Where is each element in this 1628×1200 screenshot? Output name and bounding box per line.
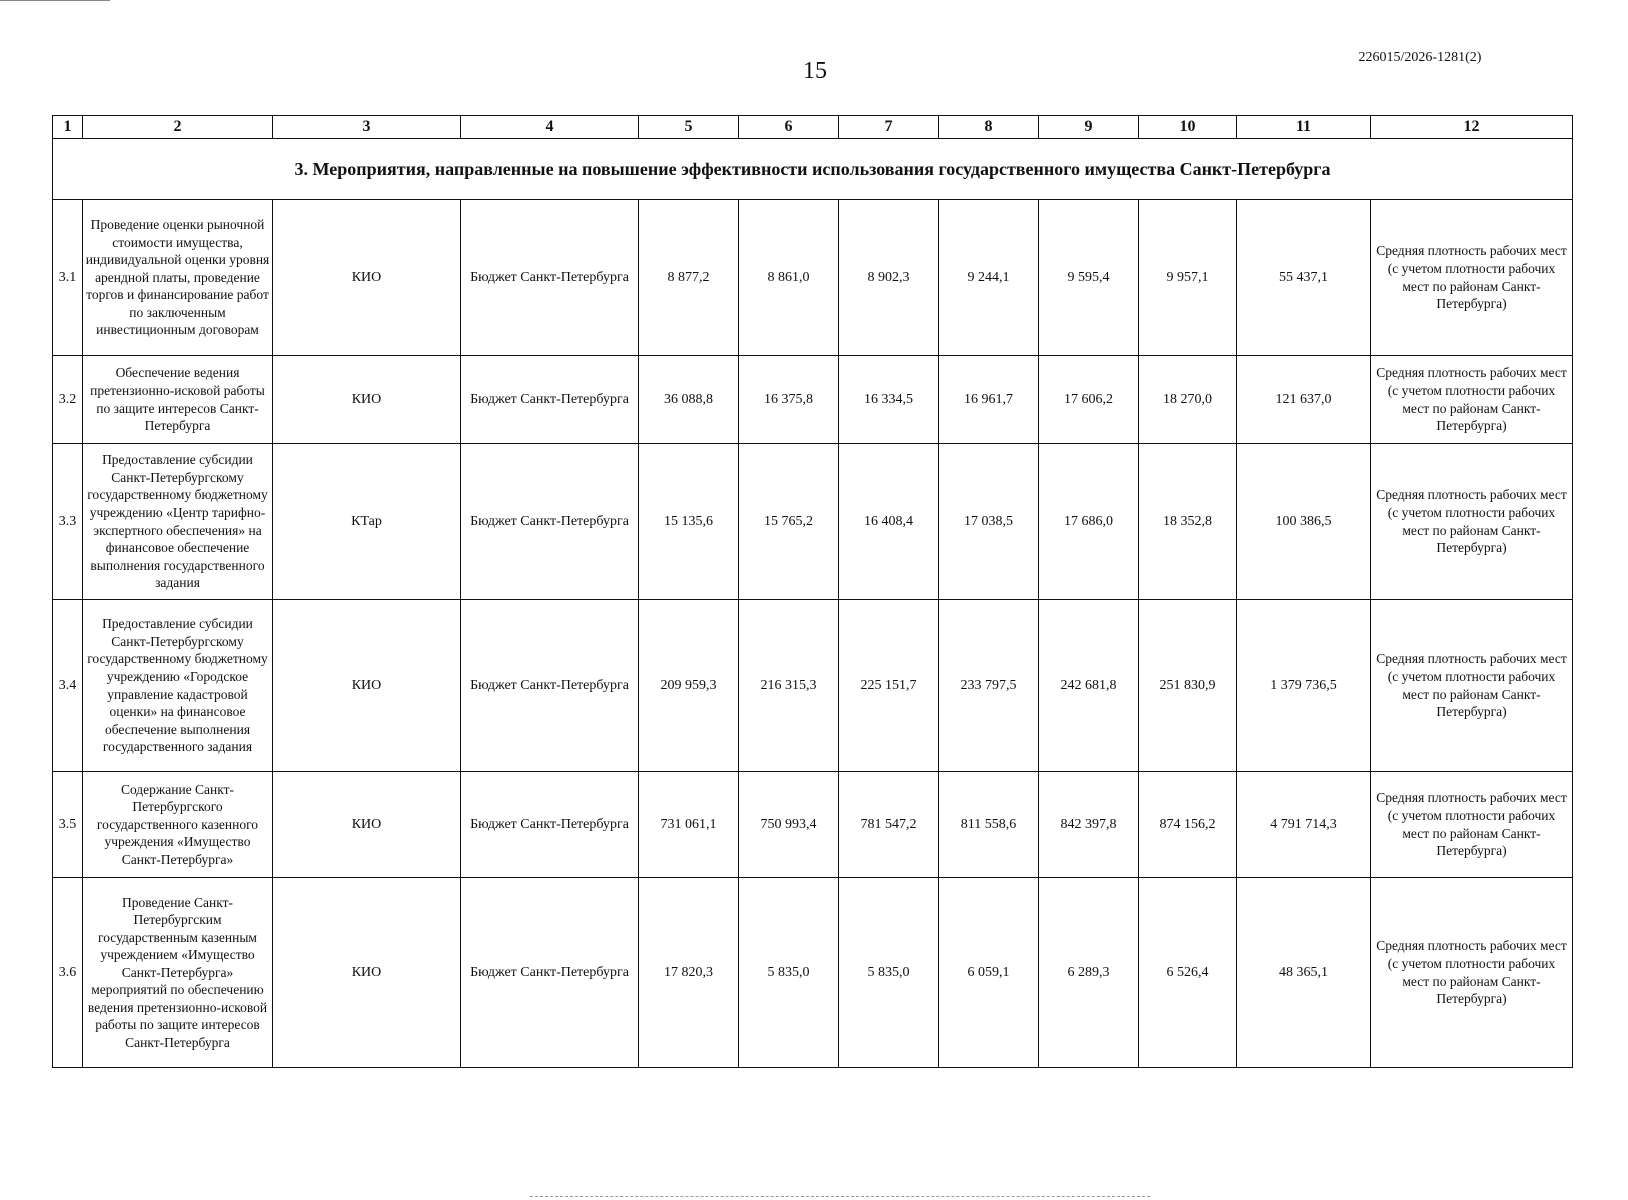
column-number: 4 bbox=[461, 116, 639, 139]
funding-source: Бюджет Санкт-Петербурга bbox=[461, 200, 639, 356]
amount-col-6: 750 993,4 bbox=[739, 772, 839, 878]
amount-col-6: 16 375,8 bbox=[739, 356, 839, 444]
amount-col-7: 16 408,4 bbox=[839, 444, 939, 600]
amount-col-10: 6 526,4 bbox=[1139, 878, 1237, 1068]
table-row bbox=[53, 878, 1573, 1068]
amount-col-10: 9 957,1 bbox=[1139, 200, 1237, 356]
amount-col-5: 15 135,6 bbox=[639, 444, 739, 600]
section-title-row bbox=[53, 139, 1573, 200]
executor: КИО bbox=[273, 356, 461, 444]
amount-col-9: 842 397,8 bbox=[1039, 772, 1139, 878]
amount-col-6: 15 765,2 bbox=[739, 444, 839, 600]
table-row bbox=[53, 444, 1573, 600]
amount-col-7: 5 835,0 bbox=[839, 878, 939, 1068]
amount-col-5: 8 877,2 bbox=[639, 200, 739, 356]
amount-col-7: 781 547,2 bbox=[839, 772, 939, 878]
column-number: 3 bbox=[273, 116, 461, 139]
column-number: 8 bbox=[939, 116, 1039, 139]
column-number: 5 bbox=[639, 116, 739, 139]
column-number: 10 bbox=[1139, 116, 1237, 139]
activity-name: Предоставление субсидии Санкт-Петербургскому государственному бюджетному учреждению «Центр тарифно-экспертного обеспечения» на финансовое обеспечение выполнения государственного задания bbox=[83, 444, 273, 600]
row-number: 3.2 bbox=[53, 356, 83, 444]
amount-col-5: 731 061,1 bbox=[639, 772, 739, 878]
amount-col-6: 8 861,0 bbox=[739, 200, 839, 356]
activity-name: Проведение Санкт-Петербургским государственным казенным учреждением «Имущество Санкт-Петербурга» мероприятий по обеспечению ведения претензионно-исковой работы по защите интересов Санкт-Петербурга bbox=[83, 878, 273, 1068]
amount-col-10: 18 270,0 bbox=[1139, 356, 1237, 444]
amount-col-9: 9 595,4 bbox=[1039, 200, 1139, 356]
executor: КТар bbox=[273, 444, 461, 600]
row-number: 3.5 bbox=[53, 772, 83, 878]
indicator-note: Средняя плотность рабочих мест (с учетом плотности рабочих мест по районам Санкт-Петербурга) bbox=[1371, 878, 1573, 1068]
activity-name: Предоставление субсидии Санкт-Петербургскому государственному бюджетному учреждению «Городское управление кадастровой оценки» на финансовое обеспечение выполнения государственного задания bbox=[83, 600, 273, 772]
amount-col-6: 216 315,3 bbox=[739, 600, 839, 772]
column-number: 1 bbox=[53, 116, 83, 139]
column-number: 9 bbox=[1039, 116, 1139, 139]
column-number-row bbox=[53, 116, 1573, 139]
column-number: 6 bbox=[739, 116, 839, 139]
amount-col-9: 6 289,3 bbox=[1039, 878, 1139, 1068]
funding-source: Бюджет Санкт-Петербурга bbox=[461, 772, 639, 878]
amount-total: 121 637,0 bbox=[1237, 356, 1371, 444]
program-activities-table bbox=[52, 115, 1573, 1068]
activity-name: Проведение оценки рыночной стоимости имущества, индивидуальной оценки уровня арендной платы, проведение торгов и финансирование работ по заключенным инвестиционным договорам bbox=[83, 200, 273, 356]
indicator-note: Средняя плотность рабочих мест (с учетом плотности рабочих мест по районам Санкт-Петербурга) bbox=[1371, 200, 1573, 356]
row-number: 3.3 bbox=[53, 444, 83, 600]
amount-col-8: 233 797,5 bbox=[939, 600, 1039, 772]
amount-col-9: 17 606,2 bbox=[1039, 356, 1139, 444]
activity-name: Обеспечение ведения претензионно-исковой работы по защите интересов Санкт-Петербурга bbox=[83, 356, 273, 444]
table-row bbox=[53, 600, 1573, 772]
amount-col-10: 251 830,9 bbox=[1139, 600, 1237, 772]
corner-scan-line bbox=[0, 0, 110, 1]
amount-col-7: 8 902,3 bbox=[839, 200, 939, 356]
amount-col-8: 811 558,6 bbox=[939, 772, 1039, 878]
funding-source: Бюджет Санкт-Петербурга bbox=[461, 356, 639, 444]
column-number: 12 bbox=[1371, 116, 1573, 139]
executor: КИО bbox=[273, 878, 461, 1068]
bottom-scan-line bbox=[530, 1196, 1150, 1197]
table-row bbox=[53, 772, 1573, 878]
section-title: 3. Мероприятия, направленные на повышение эффективности использования государственного имущества Санкт-Петербурга bbox=[53, 139, 1573, 200]
table-row bbox=[53, 200, 1573, 356]
funding-source: Бюджет Санкт-Петербурга bbox=[461, 444, 639, 600]
executor: КИО bbox=[273, 200, 461, 356]
amount-total: 4 791 714,3 bbox=[1237, 772, 1371, 878]
amount-total: 100 386,5 bbox=[1237, 444, 1371, 600]
column-number: 7 bbox=[839, 116, 939, 139]
page-number: 15 bbox=[803, 58, 827, 84]
amount-col-8: 17 038,5 bbox=[939, 444, 1039, 600]
amount-col-9: 242 681,8 bbox=[1039, 600, 1139, 772]
indicator-note: Средняя плотность рабочих мест (с учетом плотности рабочих мест по районам Санкт-Петербурга) bbox=[1371, 356, 1573, 444]
document-code: 226015/2026-1281(2) bbox=[1358, 50, 1482, 65]
amount-col-10: 18 352,8 bbox=[1139, 444, 1237, 600]
amount-col-6: 5 835,0 bbox=[739, 878, 839, 1068]
amount-col-7: 16 334,5 bbox=[839, 356, 939, 444]
activity-name: Содержание Санкт-Петербургского государственного казенного учреждения «Имущество Санкт-Петербурга» bbox=[83, 772, 273, 878]
amount-col-7: 225 151,7 bbox=[839, 600, 939, 772]
indicator-note: Средняя плотность рабочих мест (с учетом плотности рабочих мест по районам Санкт-Петербурга) bbox=[1371, 772, 1573, 878]
table-row bbox=[53, 356, 1573, 444]
executor: КИО bbox=[273, 600, 461, 772]
row-number: 3.4 bbox=[53, 600, 83, 772]
amount-total: 55 437,1 bbox=[1237, 200, 1371, 356]
indicator-note: Средняя плотность рабочих мест (с учетом плотности рабочих мест по районам Санкт-Петербурга) bbox=[1371, 444, 1573, 600]
column-number: 2 bbox=[83, 116, 273, 139]
amount-total: 48 365,1 bbox=[1237, 878, 1371, 1068]
amount-col-10: 874 156,2 bbox=[1139, 772, 1237, 878]
amount-total: 1 379 736,5 bbox=[1237, 600, 1371, 772]
amount-col-8: 16 961,7 bbox=[939, 356, 1039, 444]
row-number: 3.6 bbox=[53, 878, 83, 1068]
indicator-note: Средняя плотность рабочих мест (с учетом плотности рабочих мест по районам Санкт-Петербурга) bbox=[1371, 600, 1573, 772]
amount-col-8: 9 244,1 bbox=[939, 200, 1039, 356]
executor: КИО bbox=[273, 772, 461, 878]
funding-source: Бюджет Санкт-Петербурга bbox=[461, 878, 639, 1068]
column-number: 11 bbox=[1237, 116, 1371, 139]
amount-col-9: 17 686,0 bbox=[1039, 444, 1139, 600]
amount-col-5: 36 088,8 bbox=[639, 356, 739, 444]
funding-source: Бюджет Санкт-Петербурга bbox=[461, 600, 639, 772]
amount-col-5: 209 959,3 bbox=[639, 600, 739, 772]
amount-col-8: 6 059,1 bbox=[939, 878, 1039, 1068]
row-number: 3.1 bbox=[53, 200, 83, 356]
amount-col-5: 17 820,3 bbox=[639, 878, 739, 1068]
